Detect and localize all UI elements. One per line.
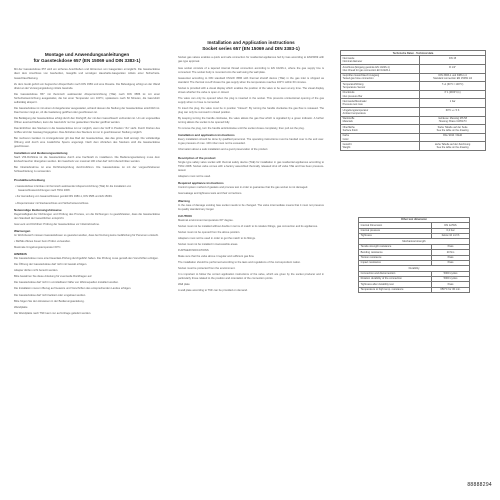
spec-value: Siehe Tabelle auf der Seite See the table on the drawing <box>420 125 486 134</box>
paragraph: Maximale Umgebungstemperatur 60°C. <box>14 246 62 250</box>
test-dimension-table <box>358 217 470 293</box>
spec-value: Gehäuse: Messing MS 58 Housing: Brass CW617N <box>420 116 486 125</box>
spec-value: DIN 3383-1 und 3383-1.4 Standard connection EN 15069 1/4 <box>420 73 486 82</box>
column-technical-data <box>340 0 486 293</box>
spec-value: 1 bar <box>420 99 486 108</box>
paragraph: Socket must be protected from the environment. <box>178 267 236 270</box>
paragraph: Adapters must not be used in order to get the match to its fittings. <box>178 236 256 240</box>
table-row <box>341 90 486 99</box>
section-en-description <box>178 161 324 179</box>
table-row <box>341 82 486 91</box>
paragraph: Bei Inbetriebnahme ist eine Dichtheitsprüfung durchzuführen. Die Gassteckdose ist mit der vorgeschriebenen Schlauchleitung zu verwenden. <box>14 166 160 174</box>
spec-label: Temperaturfühlung Temperature Sensor <box>341 82 420 91</box>
paragraph: Die Wandplatte nach TNF kann nur auf Anfrage geliefert werden. <box>14 311 92 315</box>
table-row <box>359 287 470 292</box>
heading-en-warning: Warning <box>178 198 190 203</box>
test-label: Tensile strength resistance <box>359 244 432 249</box>
paragraph: Gassocket according to DIN standard DVGW 3586 with thermal shutoff device (TAE) in the gas inlet is shipped as standard. The thermal cut-off closes the gas supply when the temperature reaches 100°C within 60 minutes. <box>178 76 324 84</box>
paragraph: FURTHER INDICATIONS <box>178 248 209 252</box>
body-de <box>14 68 160 149</box>
spec-label: Oberfläche Surface finish <box>341 125 420 134</box>
section-de-product <box>14 185 160 205</box>
section-de-hinweis <box>14 257 160 315</box>
table-row <box>341 116 486 125</box>
table-row <box>341 73 486 82</box>
table-row <box>341 64 486 73</box>
table-row <box>341 56 486 65</box>
heading-de-notes: Notwendige Bedienungshinweise <box>14 207 62 212</box>
paragraph: To remove the plug, turn the handle anticlockwise until the socket closes completely, then pull out the plug. <box>178 127 305 131</box>
paragraph: Zu dem Gerät gehört ein begrenzter Absperrhahn nach DIN 3383 und eine Rosette. Die Befestigung erfolgt an der Wand direkt an der Versorgungsleitung mittels Gewinde. <box>14 82 160 90</box>
test-value: DN 12/WS <box>432 223 470 228</box>
test-value: below 10 cm³/h <box>432 234 470 239</box>
paragraph: Die Öffnung der Gassteckdose darf nicht mit Gewalt erfolgen. <box>14 263 88 267</box>
technical-data-table <box>340 50 486 151</box>
spec-label: Geprüftes Gasschlauch Ausgang Tested gas hose connection <box>341 73 420 82</box>
spec-value: 60°C +/- 5 K <box>420 107 486 116</box>
paragraph: Information about a safe installation and a good preservation of the product. <box>178 148 269 152</box>
test-group-header: Durability <box>359 266 470 271</box>
technical-data-header: Technische Daten - Technical data <box>341 51 486 56</box>
paragraph: Single type safety valve socket with thermal safety device (TAE) for installation in gas residential appliances according to TRGI 2008. Socket valve comes with a factory assembled thermally released shut off valve TAE and has been pressure-tested. <box>178 161 324 173</box>
paragraph: Die Gassteckdose ist mit einem Anzeigefenster ausgestattet, anhand dessen die Stellung der Gassteckdose ersichtlich ist. Das Fenster zeigt an, ob die Gasleitung geöffnet oder geschlossen ist. <box>14 106 160 114</box>
test-label: Internal pressure <box>359 228 432 233</box>
document-code: 88888294 <box>467 482 492 488</box>
paragraph: Die Gassteckdose muss eine Dauerlast-Prüfung durchgeführt haben. Die Prüfung muss gemäß den Vorschriften erfolgen. <box>14 257 159 261</box>
title-de-line2: für Gassteckdose 657 (EN 15069 und DIN 3383-1) <box>33 58 141 64</box>
spec-label: Nennweite/Maximaler Pressure test max <box>341 99 420 108</box>
table-row <box>341 142 486 151</box>
paragraph: Die Installation muss in Bezug auf Gesetze und Vorschriften des entsprechenden Landes erfolgen. <box>14 287 132 291</box>
spec-label: Druckstufe Inlet pressure Bar <box>341 90 420 99</box>
test-value: 5000 cycles <box>432 277 470 282</box>
paragraph: Nach VDI-Richtlinie ist die Gassteckdose durch eine Fachkraft zu installieren. Die Bedienungsanleitung muss dem Endverbraucher übergeben werden. Ein Gasdruck von maximal 100 mbar darf nicht überschritten werden. <box>14 156 160 164</box>
paragraph: In the case of damage existing Gas socket needs to be changed. The valve intermediate means that it must not preserve its quality standard any longer. <box>178 203 324 211</box>
paragraph: Im Wohnbereich müssen Gassteckdosen so gewartet werden, dass bei Nutzung keine Gefährdung für Personen entsteht. <box>14 234 159 238</box>
list-item: • Absperrarmatur mit Steckanschluss und Sicherheitsverschluss. <box>15 201 89 205</box>
heading-de-installation: Installation und Bedienungsanleitung <box>14 151 68 156</box>
test-label: Impact resistance <box>359 260 432 265</box>
paragraph: Mit der Gassteckdose 657 wird ein sicheres Anschließen und Abtrennen von Gasgeräten ermöglicht. Die Gassteckdose dient dem Anschluss von Gasherden, Gasgrills und sonstigen Haushalts-Gasgeräten mittels einer Sicherheits-Gasschlauchleitung. <box>14 68 160 80</box>
spec-label: Anschluss (Eingang gewinde EN 10226-1) Inlet thread for gas connection EN 10226-1 <box>341 64 420 73</box>
paragraph: Gas socket consists of a tapered internal thread connection according to EN 10226-1, where the gas supply line is connected. The socket body is mounted onto the wall using the wall plate. <box>178 66 324 74</box>
test-label: Rotation durability of the connection <box>359 277 432 282</box>
section-en-warning <box>178 204 324 212</box>
title-en-line2: Socket series 657 (EN 15069 and DIN 3383-1) <box>202 46 300 52</box>
test-dimension-title: Other test dimension <box>359 217 470 222</box>
table-row <box>341 125 486 134</box>
test-value: Pass <box>432 260 470 265</box>
test-label: Tightness after durability test <box>359 282 432 287</box>
spec-label: Gewicht Weight <box>341 142 420 151</box>
heading-de-warnings: Warnungen <box>14 229 31 234</box>
spec-value: DN 15 <box>420 56 486 65</box>
test-value: Pass <box>432 282 470 287</box>
paragraph: The valve can only be opened when the plug is inserted in the socket. This prevents unintentional opening of the gas supply when no hose is connected. <box>178 96 324 104</box>
list-item: • Zur Herstellung von Gasanschlüssen gemäß DIN 3383-1, DIN 3586 und EN 15069. <box>15 195 113 199</box>
paragraph: Bitte bewahren Sie diese Anleitung für eventuelle Rückfragen auf. <box>14 275 93 279</box>
paragraph: It is important to follow the correct application instructions of the valve, which are given by the socket producer and in particularly those related to the position and orientation of the connection points. <box>178 273 324 281</box>
heading-de-product: Produktbeschreibung <box>14 178 46 183</box>
test-value: 650°C for 30 min. <box>432 287 470 292</box>
test-label: Bending resistance <box>359 250 432 255</box>
paragraph: Every installation should be done by qualified personnel. The operating instructions must be handed over to the end user. A gas pressure of max. 100 mbar must not be exceeded. <box>178 138 324 146</box>
test-label: Tightness <box>359 234 432 239</box>
paragraph: Adapters must not be used. <box>178 175 211 179</box>
title-de-line1: Montage und Anwendungsanleitungen <box>44 52 130 57</box>
heading-en-required: Required appliance instructions <box>178 181 224 186</box>
paragraph: Socket gas valves enables a quick and safe connection for residential appliances fed by Gas according to EN15069 with gas type approval. <box>178 56 324 64</box>
spec-value: T+1 (60°C / 100°C) <box>420 82 486 91</box>
column-german <box>14 0 160 318</box>
test-group-header: Mechanical strength <box>359 239 470 244</box>
paragraph: By keeping turning the handle clockwise, the valve allows the gas flow which is signalled by a green indicator. A further turning allows the socket to be opened fully. <box>178 116 324 125</box>
heading-en-caution: CAUTION <box>178 213 192 218</box>
paragraph: Maximal environment temperature 60° degree. <box>178 218 234 222</box>
paragraph: Bitte folgen Sie den Hinweisen in der Bedienungsanleitung. <box>14 299 85 303</box>
paragraph: Die Gassteckdose darf nicht lackiert oder umgebaut werden. <box>14 293 87 297</box>
spec-value: RAL 9010 / Weiß <box>420 133 486 142</box>
paragraph: Socket must not be installed without double in terms of match to its relative fittings, gas connection and its appliances. <box>178 224 318 228</box>
test-label: Torsion resistance <box>359 255 432 260</box>
paragraph: Das Einführen des Steckers in die Gassteckdose ist nur möglich, wenn der Griff in Position "Zu" steht. Durch Drehen des Griffes wird der Gasweg freigegeben. Das Abziehen des Steckers ist nur in geschlossener Stellung möglich. <box>14 126 160 135</box>
spec-label: Werkstoffe Materials <box>341 116 420 125</box>
paragraph: Socket must not be opened from the above position. <box>178 230 241 234</box>
section-en-caution <box>178 219 324 294</box>
test-value: 0,2 bar <box>432 228 470 233</box>
table-row <box>341 107 486 116</box>
spec-label: Nennweite Nominal diameter <box>341 56 420 65</box>
spec-value: R 1/2" <box>420 64 486 73</box>
test-label: Internal Dimension <box>359 223 432 228</box>
section-de-warnings <box>14 234 160 250</box>
column-english <box>178 0 324 295</box>
paragraph: The installation should be performed according to the laws and regulations of the correspondent nation. <box>178 260 301 264</box>
test-label: Connection and disconnection <box>359 271 432 276</box>
paragraph: To insert the plug, the valve must be in position "Closed". By turning the handle clockwise the gas flow is released. The plug can only be removed in closed position. <box>178 106 324 114</box>
table-row <box>341 99 486 108</box>
body-en <box>178 56 324 131</box>
heading-de-hinweis: HINWEIS <box>14 252 27 257</box>
paragraph: Gas Leck und Dichtheit: Prüfung der Gassteckdose vor Inbetriebnahme. <box>14 223 100 227</box>
test-value: 20 Nm <box>432 250 470 255</box>
paragraph: • KEINE offenes Feuer beim Prüfen verwenden. <box>14 240 71 244</box>
paragraph: Socket must not be installed in inaccessible areas. <box>178 242 239 246</box>
heading-en-description: Description of the product <box>178 156 216 161</box>
paragraph: Die Gassteckdose darf nicht in unmittelbarer Nähe von Wärmequellen installiert werden. <box>14 281 119 285</box>
paragraph: Control system method of gaskets and process test in order to guarantee that the gas socket is not damaged. <box>178 186 308 190</box>
paragraph: Adapter dürfen nicht benutzt werden. <box>14 269 59 273</box>
paragraph: Bei mehreren Geräten im Anzeigefenster gilt das Rad der Gassteckdose, das das grüne Feld anzeigt. Die vollständige Öffnung wird durch eine zusätzliche Sperre angezeigt. Nach dem Abziehen des Steckers wird die Gassteckdose geschlossen. <box>14 137 160 149</box>
paragraph: Regelmäßigkeit der Dichtungen und Prüfung des Prozess, um die Dichtungen zu gewährleisten, dass die Gassteckdose den Standard der Gesetzlichen entspricht. <box>14 212 160 220</box>
paragraph: Wandplatte <box>14 305 28 309</box>
paragraph: Die Gassteckdose 657 mit thermisch auslösender Absperreinrichtung (TAE) nach DIN 3586 ist mit einer Sicherheitseinrichtung ausgestattet, die bei einer Temperatur von 100°C, spätestens nach 60 Minuten, die Gaszufuhr selbsttätig absperrt. <box>14 92 160 104</box>
paragraph: Wall plate <box>178 283 190 287</box>
title-en-line1: Installation and Application instructions <box>207 40 295 45</box>
spec-value: P 1 (MOP 0,1) <box>420 90 486 99</box>
spec-label: Farbe Color <box>341 133 420 142</box>
paragraph: Gas leakage and tightness tests and their corrections. <box>178 192 243 196</box>
paragraph: Make sure that the valve above it regular and sufficient gas flow. <box>178 254 255 258</box>
test-value: 5000 cycles <box>432 271 470 276</box>
test-label: Temperature to high temp. resistance <box>359 287 432 292</box>
spec-label: Umgebungstemperatur Ambient temperature <box>341 107 420 116</box>
paragraph: A wall plate according to TNF can be provided on demand. <box>178 289 248 293</box>
test-value: Pass <box>432 244 470 249</box>
paragraph: Socket is provided with a visual display which enables the position of the valve to be seen at any time. The visual display shows whether the valve is open or closed. <box>178 86 324 94</box>
table-row <box>341 133 486 142</box>
paragraph: Die Betätigung der Gassteckdose erfolgt durch den Drehgriff, der mit dem Gasschlauch verbunden ist. Um ein ungewolltes Öffnen auszuschließen, kann die Gaszufuhr nur bei gestecktem Stecker geöffnet werden. <box>14 116 160 124</box>
section-en-required <box>178 186 324 196</box>
spec-value: siehe Tabelle auf der Zeichnung See the table on the drawing <box>420 142 486 151</box>
section-de-installation <box>14 156 160 174</box>
test-value: Pass <box>432 255 470 260</box>
list-item: • Gassteckdose in Einbau mit thermisch auslösender Absperreinrichtung (TAE) für die Installation von Gasanschlusseinrichtungen nach TRGI 2008. <box>15 184 132 192</box>
section-de-notes <box>14 213 160 227</box>
heading-en-installation: Installation and application instructions <box>178 133 235 138</box>
section-en-installation <box>178 138 324 152</box>
